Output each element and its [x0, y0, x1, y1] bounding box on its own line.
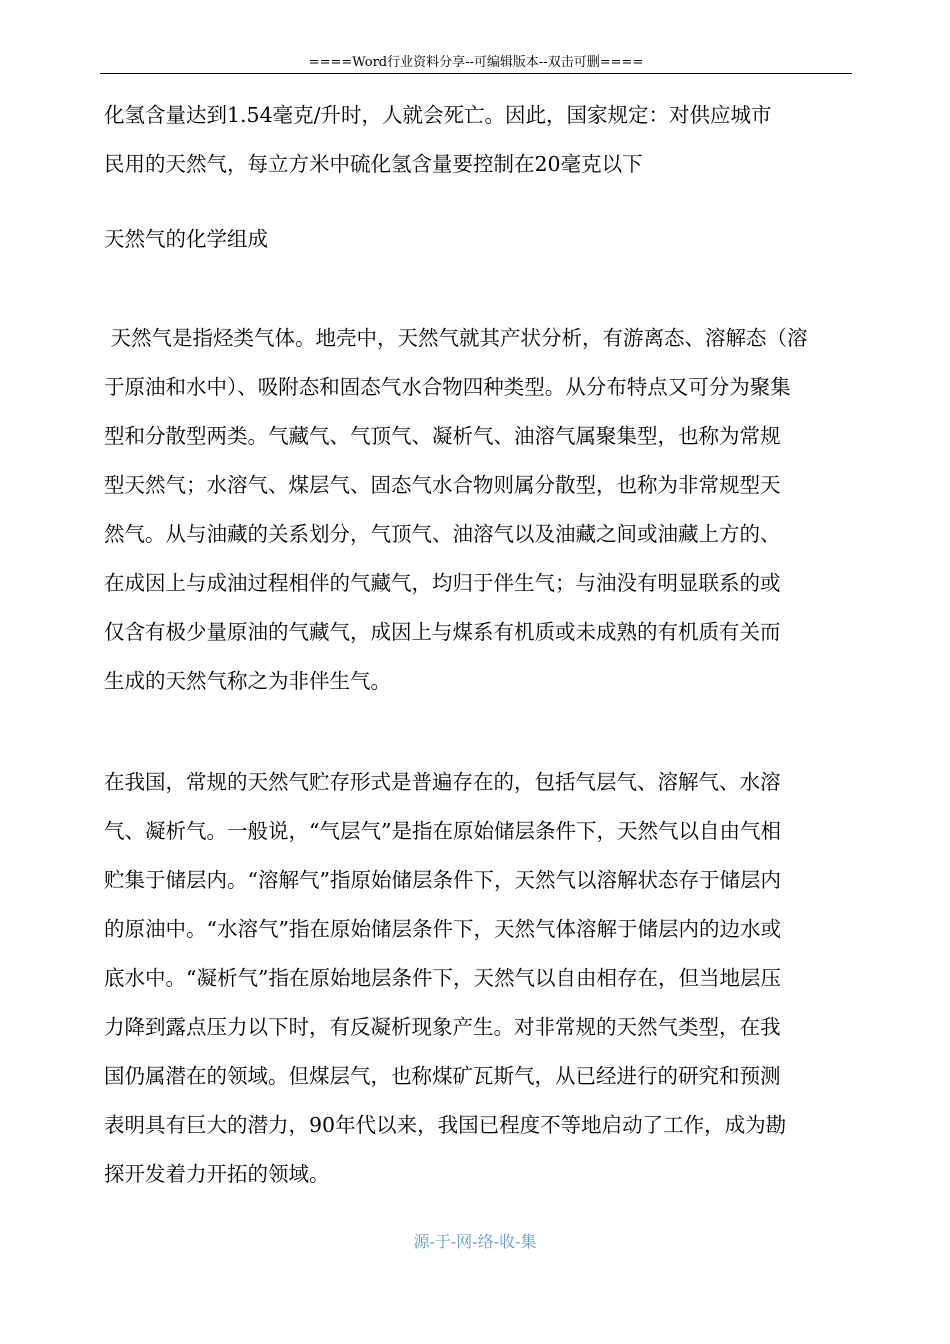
text-line: 贮集于储层内。“溶解气”指原始储层条件下，天然气以溶解状态存于储层内	[104, 868, 781, 892]
text-line: 生成的天然气称之为非伴生气。	[104, 669, 391, 693]
paragraph-composition	[104, 314, 856, 706]
paragraph-china-storage	[104, 758, 856, 1199]
text-line: 在我国，常规的天然气贮存形式是普遍存在的，包括气层气、溶解气、水溶	[104, 770, 781, 794]
header-divider	[100, 73, 852, 74]
text-line: 的原油中。“水溶气”指在原始储层条件下，天然气体溶解于储层内的边水或	[104, 917, 781, 941]
page-footer: 源-于-网-络-收-集	[413, 1232, 537, 1251]
page-header: ====Word行业资料分享--可编辑版本--双击可删====	[308, 55, 644, 70]
text-line: 天然气是指烃类气体。地壳中，天然气就其产状分析，有游离态、溶解态（溶	[104, 326, 808, 350]
section-heading: 天然气的化学组成	[104, 227, 268, 251]
text-line: 型天然气；水溶气、煤层气、固态气水合物则属分散型，也称为非常规型天	[104, 473, 781, 497]
text-line: 化氢含量达到1.54毫克/升时，人就会死亡。因此，国家规定：对供应城市	[104, 103, 772, 127]
text-line: 表明具有巨大的潜力，90年代以来，我国已程度不等地启动了工作，成为勘	[104, 1113, 787, 1137]
text-line: 国仍属潜在的领域。但煤层气，也称煤矿瓦斯气，从已经进行的研究和预测	[104, 1064, 781, 1088]
text-line: 底水中。“凝析气”指在原始地层条件下，天然气以自由相存在，但当地层压	[104, 966, 781, 990]
text-line: 型和分散型两类。气藏气、气顶气、凝析气、油溶气属聚集型，也称为常规	[104, 424, 781, 448]
text-line: 探开发着力开拓的领域。	[104, 1162, 330, 1186]
text-line: 仅含有极少量原油的气藏气，成因上与煤系有机质或未成熟的有机质有关而	[104, 620, 781, 644]
paragraph-h2s-limit	[104, 91, 856, 189]
text-line: 在成因上与成油过程相伴的气藏气，均归于伴生气；与油没有明显联系的或	[104, 571, 781, 595]
text-line: 民用的天然气，每立方米中硫化氢含量要控制在20毫克以下	[104, 152, 643, 176]
text-line: 于原油和水中）、吸附态和固态气水合物四种类型。从分布特点又可分为聚集	[104, 375, 791, 399]
text-line: 气、凝析气。一般说，“气层气”是指在原始储层条件下，天然气以自由气相	[104, 819, 781, 843]
text-line: 然气。从与油藏的关系划分，气顶气、油溶气以及油藏之间或油藏上方的、	[104, 522, 781, 546]
text-line: 力降到露点压力以下时，有反凝析现象产生。对非常规的天然气类型，在我	[104, 1015, 781, 1039]
